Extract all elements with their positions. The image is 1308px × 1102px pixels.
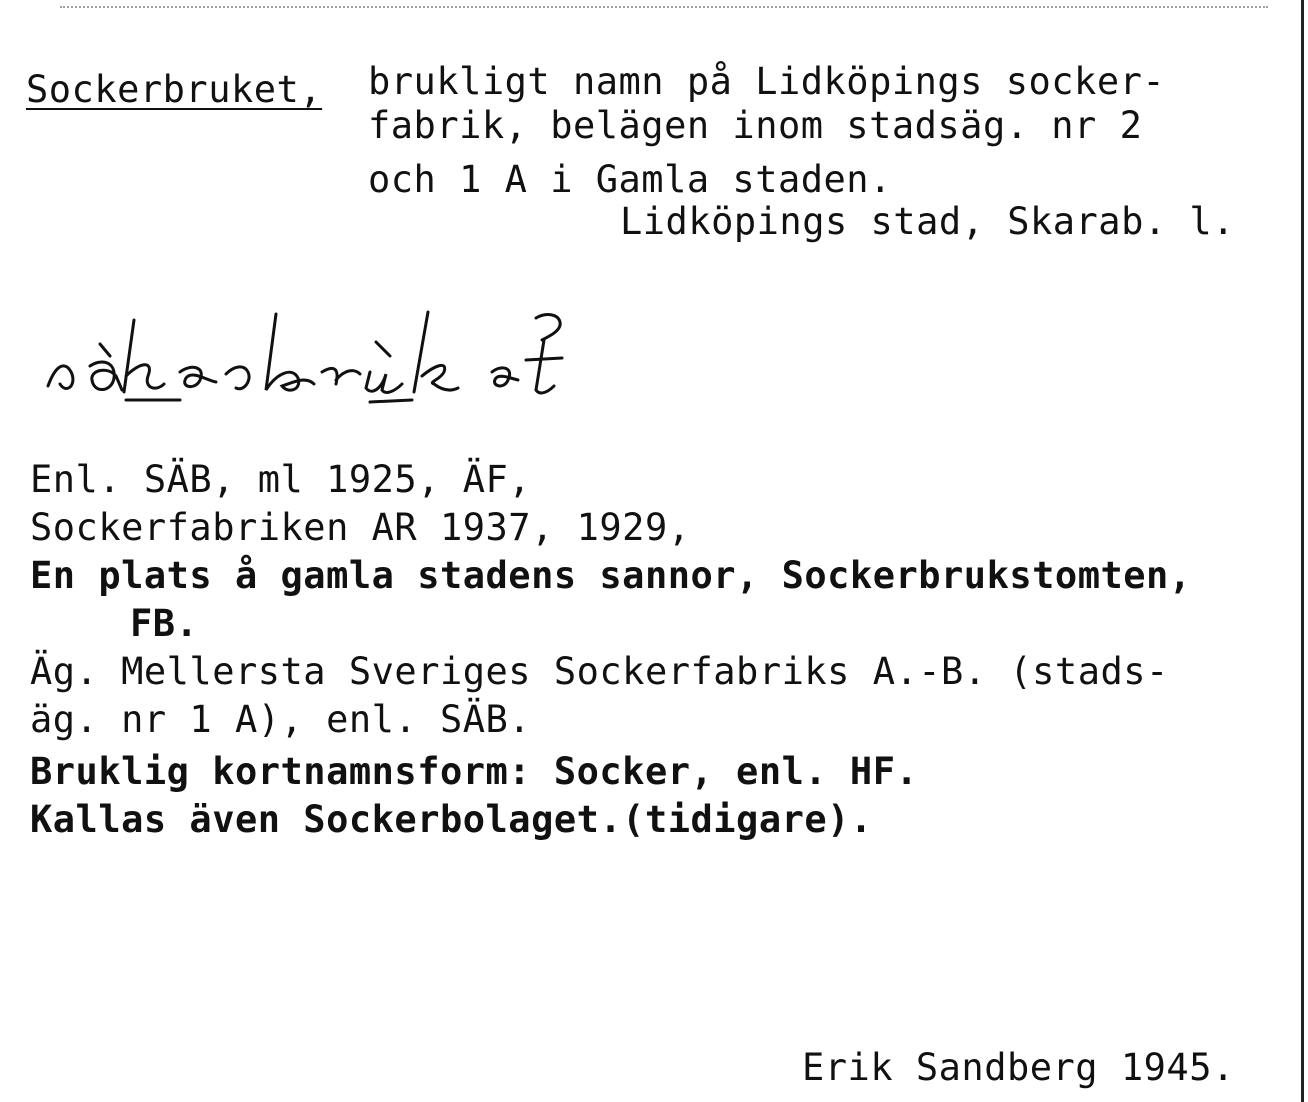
top-edge-marks [60,6,1268,10]
body-line-1: Enl. SÄB, ml 1925, ÄF, [30,458,532,501]
definition-line-3: och 1 A i Gamla staden. [368,158,892,201]
body-line-3: En plats å gamla stadens sannor, Sockerbrukstomten, [30,554,1192,597]
body-line-7: Bruklig kortnamnsform: Socker, enl. HF. [30,750,919,793]
body-line-8: Kallas även Sockerbolaget.(tidigare). [30,798,873,841]
headword: Sockerbruket, [26,68,323,111]
card-right-edge [1301,0,1304,1102]
body-line-5: Äg. Mellersta Sveriges Sockerfabriks A.-B. (stads- [30,650,1169,693]
phonetic-transcription [30,300,650,410]
body-line-6: äg. nr 1 A), enl. SÄB. [30,698,532,741]
body-line-2: Sockerfabriken AR 1937, 1929, [30,506,691,549]
definition-line-1: brukligt namn på Lidköpings socker- [368,60,1166,103]
handwriting-drawing [30,300,650,410]
definition-line-2: fabrik, belägen inom stadsäg. nr 2 [368,104,1143,147]
location-line: Lidköpings stad, Skarab. l. [620,200,1235,243]
body-line-4: FB. [130,602,199,645]
signature: Erik Sandberg 1945. [802,1046,1235,1089]
